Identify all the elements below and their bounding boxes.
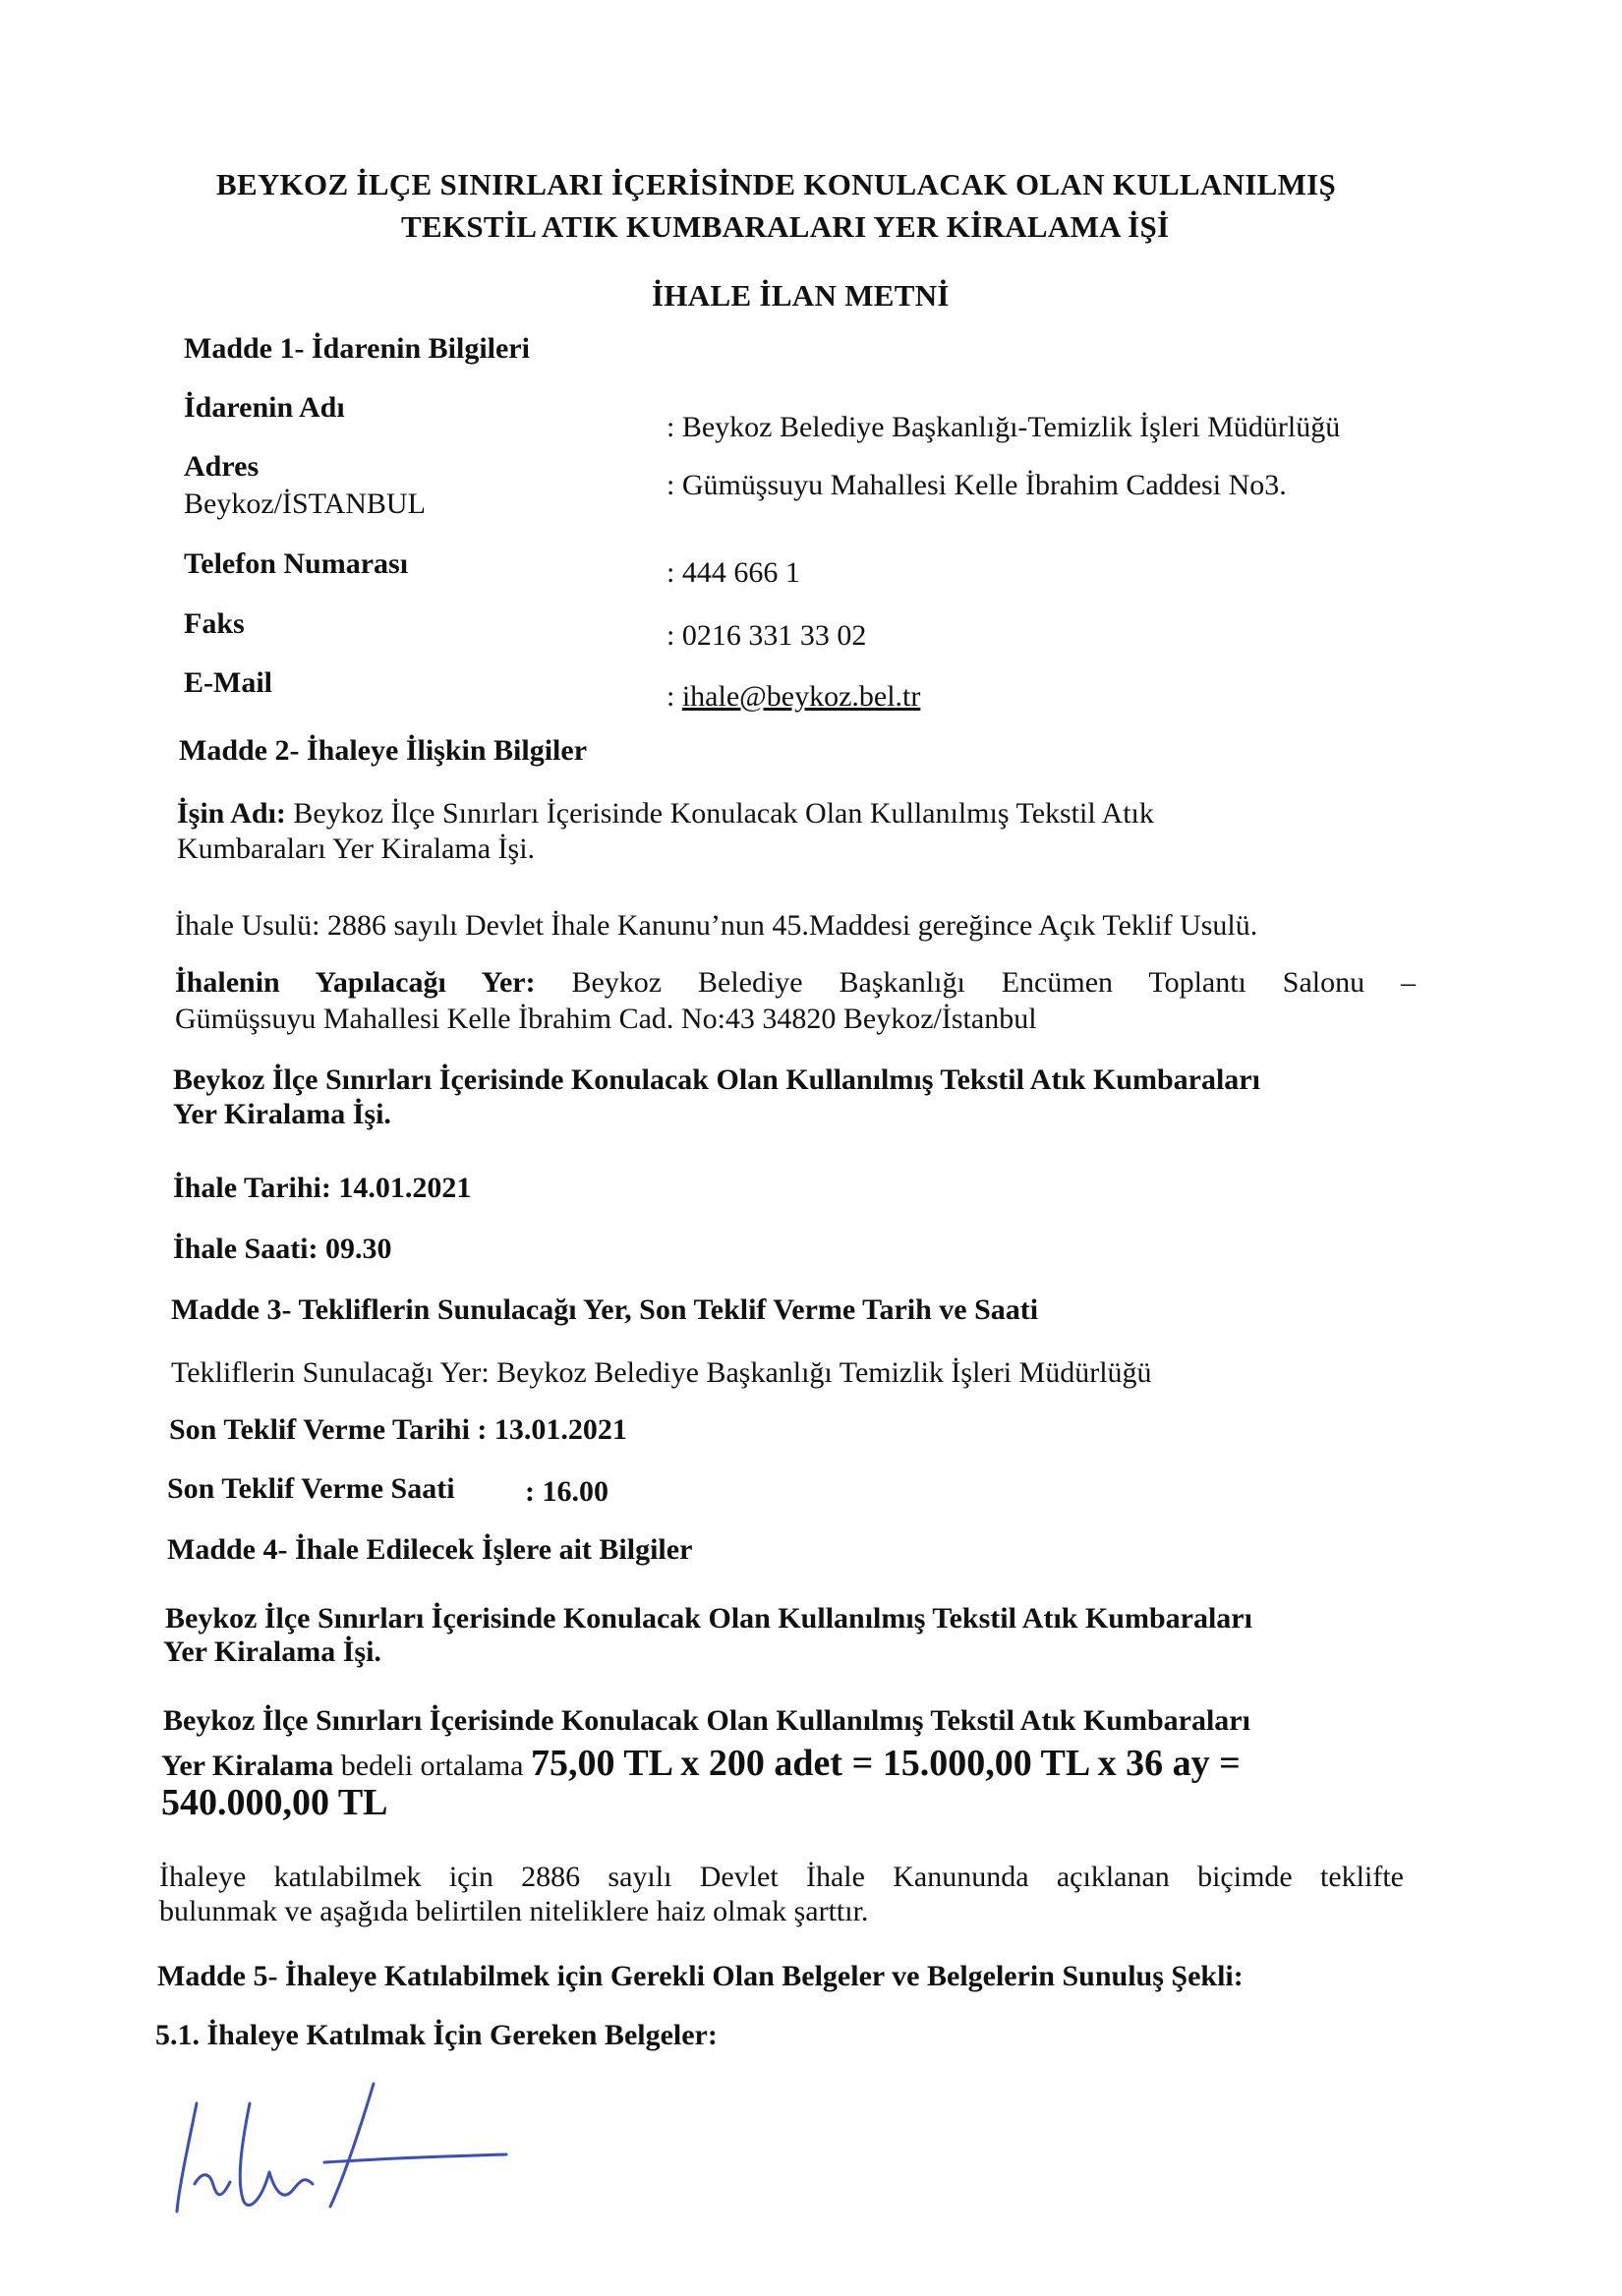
is-tanimi-bold-line-1: Beykoz İlçe Sınırları İçerisinde Konulacak Olan Kullanılmış Tekstil Atık Kumbaraları [173, 1063, 1260, 1096]
adres-city: Beykoz/İSTANBUL [184, 488, 426, 520]
bedel-toplam: 540.000,00 TL [161, 1782, 388, 1823]
email-value-row [666, 680, 920, 714]
email-colon: : [666, 680, 682, 713]
ihale-tarihi: İhale Tarihi: 14.01.2021 [173, 1172, 472, 1204]
telefon-label: Telefon Numarası [184, 547, 409, 580]
teklif-yeri: Tekliflerin Sunulacağı Yer: Beykoz Belediye Başkanlığı Temizlik İşleri Müdürlüğü [171, 1356, 1152, 1389]
isin-adi-value: Beykoz İlçe Sınırları İçerisinde Konulacak Olan Kullanılmış Tekstil Atık [285, 797, 1154, 830]
madde-3-heading: Madde 3- Tekliflerin Sunulacağı Yer, Son Teklif Verme Tarih ve Saati [171, 1293, 1039, 1326]
adres-value: : Gümüşsuyu Mahallesi Kelle İbrahim Caddesi No3. [666, 469, 1287, 501]
title-line-2: TEKSTİL ATIK KUMBARALARI YER KİRALAMA İŞİ [401, 209, 1170, 244]
bedel-ortalama-text: bedeli ortalama [333, 1750, 531, 1782]
is-tanimi-bold-line-2: Yer Kiralama İşi. [173, 1098, 391, 1130]
isin-adi-line-1 [177, 797, 1154, 831]
email-label: E-Mail [184, 666, 272, 699]
ihale-saati: İhale Saati: 09.30 [173, 1233, 392, 1265]
document-subtitle: İHALE İLAN METNİ [652, 278, 950, 313]
madde-2-heading: Madde 2- İhaleye İlişkin Bilgiler [179, 734, 588, 767]
son-teklif-saati-label: Son Teklif Verme Saati [167, 1472, 455, 1505]
madde-1-heading: Madde 1- İdarenin Bilgileri [184, 332, 530, 365]
katilim-line-1: İhaleye katılabilmek için 2886 sayılı Devlet İhale Kanununda açıklanan biçimde teklifte [159, 1861, 1404, 1893]
handwritten-signature [167, 2074, 521, 2231]
ihale-yeri-label: İhalenin Yapılacağı Yer: [175, 966, 536, 999]
madde-4-bold-line-1: Beykoz İlçe Sınırları İçerisinde Konulacak Olan Kullanılmış Tekstil Atık Kumbaraları [165, 1602, 1252, 1635]
ihale-yeri-line-2: Gümüşsuyu Mahallesi Kelle İbrahim Cad. No:43 34820 Beykoz/İstanbul [175, 1003, 1037, 1035]
ihale-usulu: İhale Usulü: 2886 sayılı Devlet İhale Kanunu’nun 45.Maddesi gereğince Açık Teklif Usulü. [175, 909, 1258, 942]
telefon-value: : 444 666 1 [666, 556, 800, 589]
bedel-line-2 [161, 1742, 1241, 1785]
email-link[interactable]: ihale@beykoz.bel.tr [681, 680, 921, 713]
faks-value: : 0216 331 33 02 [666, 619, 867, 652]
ihale-yeri-line-1 [175, 965, 1416, 1000]
faks-label: Faks [184, 607, 245, 640]
bedel-line-1: Beykoz İlçe Sınırları İçerisinde Konulacak Olan Kullanılmış Tekstil Atık Kumbaraları [163, 1704, 1250, 1737]
son-teklif-tarihi: Son Teklif Verme Tarihi : 13.01.2021 [169, 1413, 627, 1446]
isin-adi-label: İşin Adı: [177, 797, 286, 830]
bedel-hesap: 75,00 TL x 200 adet = 15.000,00 TL x 36 ay = [531, 1743, 1241, 1784]
madde-5-heading: Madde 5- İhaleye Katılabilmek için Gerekli Olan Belgeler ve Belgelerin Sunuluş Şekli: [157, 1960, 1244, 1992]
madde-5-1-heading: 5.1. İhaleye Katılmak İçin Gereken Belgeler: [155, 2019, 718, 2051]
katilim-line-2: bulunmak ve aşağıda belirtilen niteliklere haiz olmak şarttır. [159, 1895, 869, 1927]
madde-4-heading: Madde 4- İhale Edilecek İşlere ait Bilgiler [167, 1533, 693, 1566]
adres-label: Adres [184, 450, 260, 483]
ihale-yeri-value: Beykoz Belediye Başkanlığı Encümen Toplantı Salonu – [571, 966, 1417, 999]
bedel-yer-kiralama: Yer Kiralama [161, 1750, 334, 1782]
son-teklif-saati-value: : 16.00 [525, 1475, 608, 1508]
idare-adi-value: : Beykoz Belediye Başkanlığı-Temizlik İşleri Müdürlüğü [666, 411, 1341, 443]
idare-adi-label: İdarenin Adı [184, 391, 345, 424]
madde-4-bold-line-2: Yer Kiralama İşi. [163, 1636, 381, 1668]
title-line-1: BEYKOZ İLÇE SINIRLARI İÇERİSİNDE KONULACAK OLAN KULLANILMIŞ [216, 167, 1337, 201]
isin-adi-line-2: Kumbaraları Yer Kiralama İşi. [177, 832, 536, 865]
